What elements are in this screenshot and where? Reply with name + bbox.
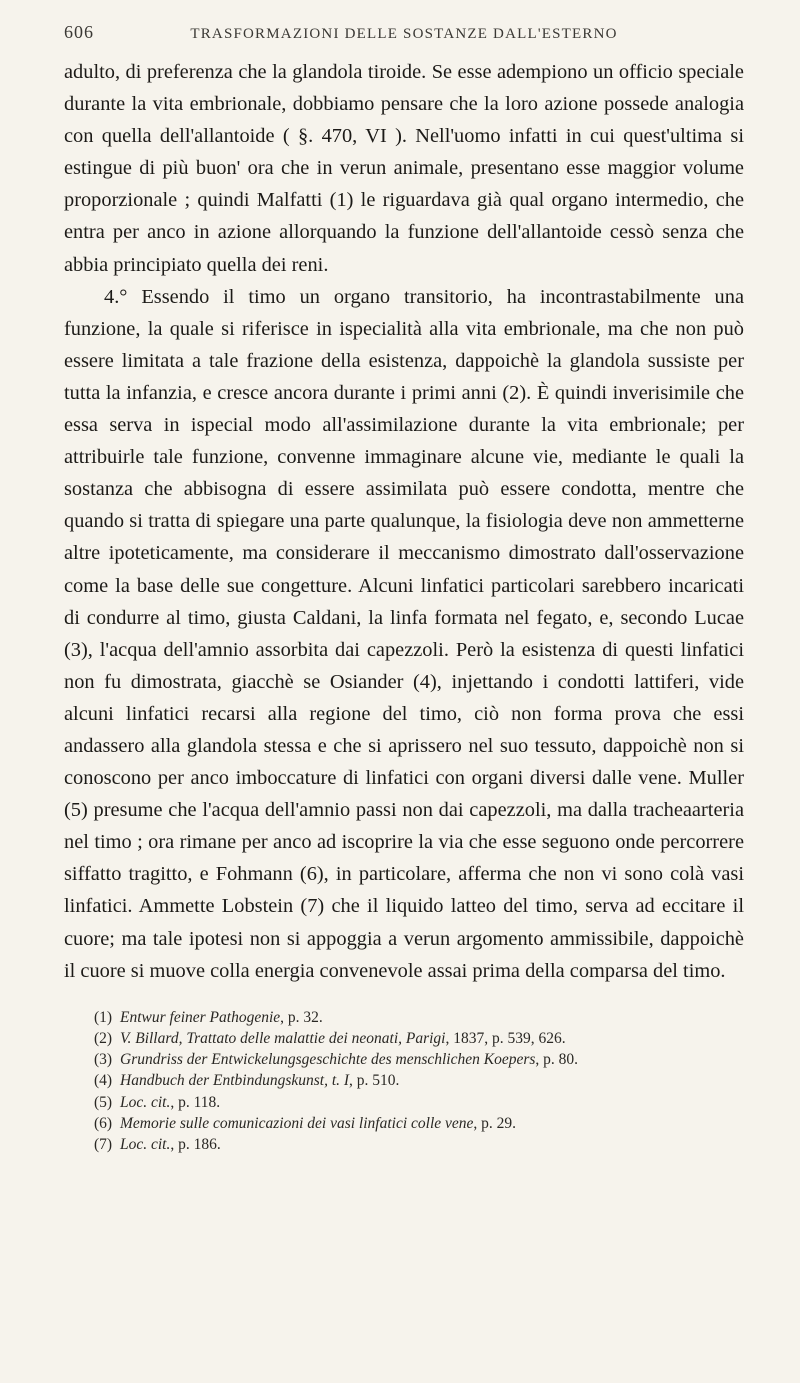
running-head bbox=[64, 22, 744, 50]
footnote-5: (5) Loc. cit., p. 118. bbox=[94, 1093, 221, 1111]
footnote-6: (6) Memorie sulle comunicazioni dei vasi linfatici colle vene, p. 29. bbox=[94, 1114, 517, 1132]
paragraph-thymus: 4.° Essendo il timo un organo transitorio, ha incontrastabilmente una funzione, la quale si riferisce in ispecialità alla vita embrionale, ma che non può essere limitata a tale frazione della esistenza, dappoichè la glandola sussiste per tutta la infanzia, e cresce ancora durante i primi anni (2). È quindi inverisimile che essa serva in ispecial modo all'assimilazione durante la vita embrionale; per attribuirle tale funzione, convenne immaginare alcune vie, mediante le quali la sostanza che abbisogna di essere assimilata può essere condotta, mentre che quando si tratta di spiegare una parte qualunque, la fisiologia deve non ammetterne altre ipoteticamente, ma considerare il meccanismo dimostrato dall'osservazione come la base delle sue congetture. Alcuni linfatici particolari sarebbero incaricati di condurre al timo, giusta Caldani, la linfa formata nel fegato, e, secondo Lucae (3), l'acqua dell'amnio assorbita dai capezzoli. Però la esistenza di questi linfatici non fu dimostrata, giacchè se Osiander (4), injettando i condotti lattiferi, vide alcuni linfatici recarsi alla regione del timo, ciò non forma prova che essi andassero alla glandola stessa e che si aprissero nel suo tessuto, dappoichè non si conoscono per anco imboccature di linfatici con organi diversi dalle vene. Muller (5) presume che l'acqua dell'amnio passi non dai capezzoli, ma dalla tracheaarteria nel timo ; ora rimane per anco ad iscoprire la via che esse seguono onde percorrere siffatto tragitto, e Fohmann (6), in particolare, afferma che non vi sono colà vasi linfatici. Ammette Lobstein (7) che il liquido latteo del timo, serva ad eccitare il cuore; ma tale ipotesi non si appoggia a verun argomento ammissibile, dappoichè il cuore si muove colla energia convenevole assai prima della comparsa del timo. bbox=[64, 285, 744, 982]
footnote-7: (7) Loc. cit., p. 186. bbox=[94, 1135, 221, 1153]
body-text bbox=[64, 56, 744, 987]
running-title: TRASFORMAZIONI DELLE SOSTANZE DALL'ESTERNO bbox=[190, 26, 618, 42]
page-number: 606 bbox=[64, 22, 94, 42]
footnote-2: (2) V. Billard, Trattato delle malattie dei neonati, Parigi, 1837, p. 539, 626. bbox=[94, 1029, 566, 1047]
paragraph-continued: adulto, di preferenza che la glandola tiroide. Se esse adempiono un officio speciale durante la vita embrionale, dobbiamo pensare che la loro azione possede analogia con quella dell'allantoide ( §. 470, VI ). Nell'uomo infatti in cui quest'ultima si estingue di più buon' ora che in verun animale, presentano esse maggior volume proporzionale ; quindi Malfatti (1) le riguardava già qual organo intermedio, che entra per anco in azione allorquando la funzione dell'allantoide cessò senza che abbia principiato quella dei reni. bbox=[64, 61, 744, 276]
footnote-3: (3) Grundriss der Entwickelungsgeschichte des menschlichen Koepers, p. 80. bbox=[94, 1051, 579, 1069]
footnotes bbox=[64, 1007, 744, 1155]
footnote-1: (1) Entwur feiner Pathogenie, p. 32. bbox=[94, 1008, 323, 1026]
footnote-4: (4) Handbuch der Entbindungskunst, t. I, p. 510. bbox=[94, 1072, 400, 1090]
